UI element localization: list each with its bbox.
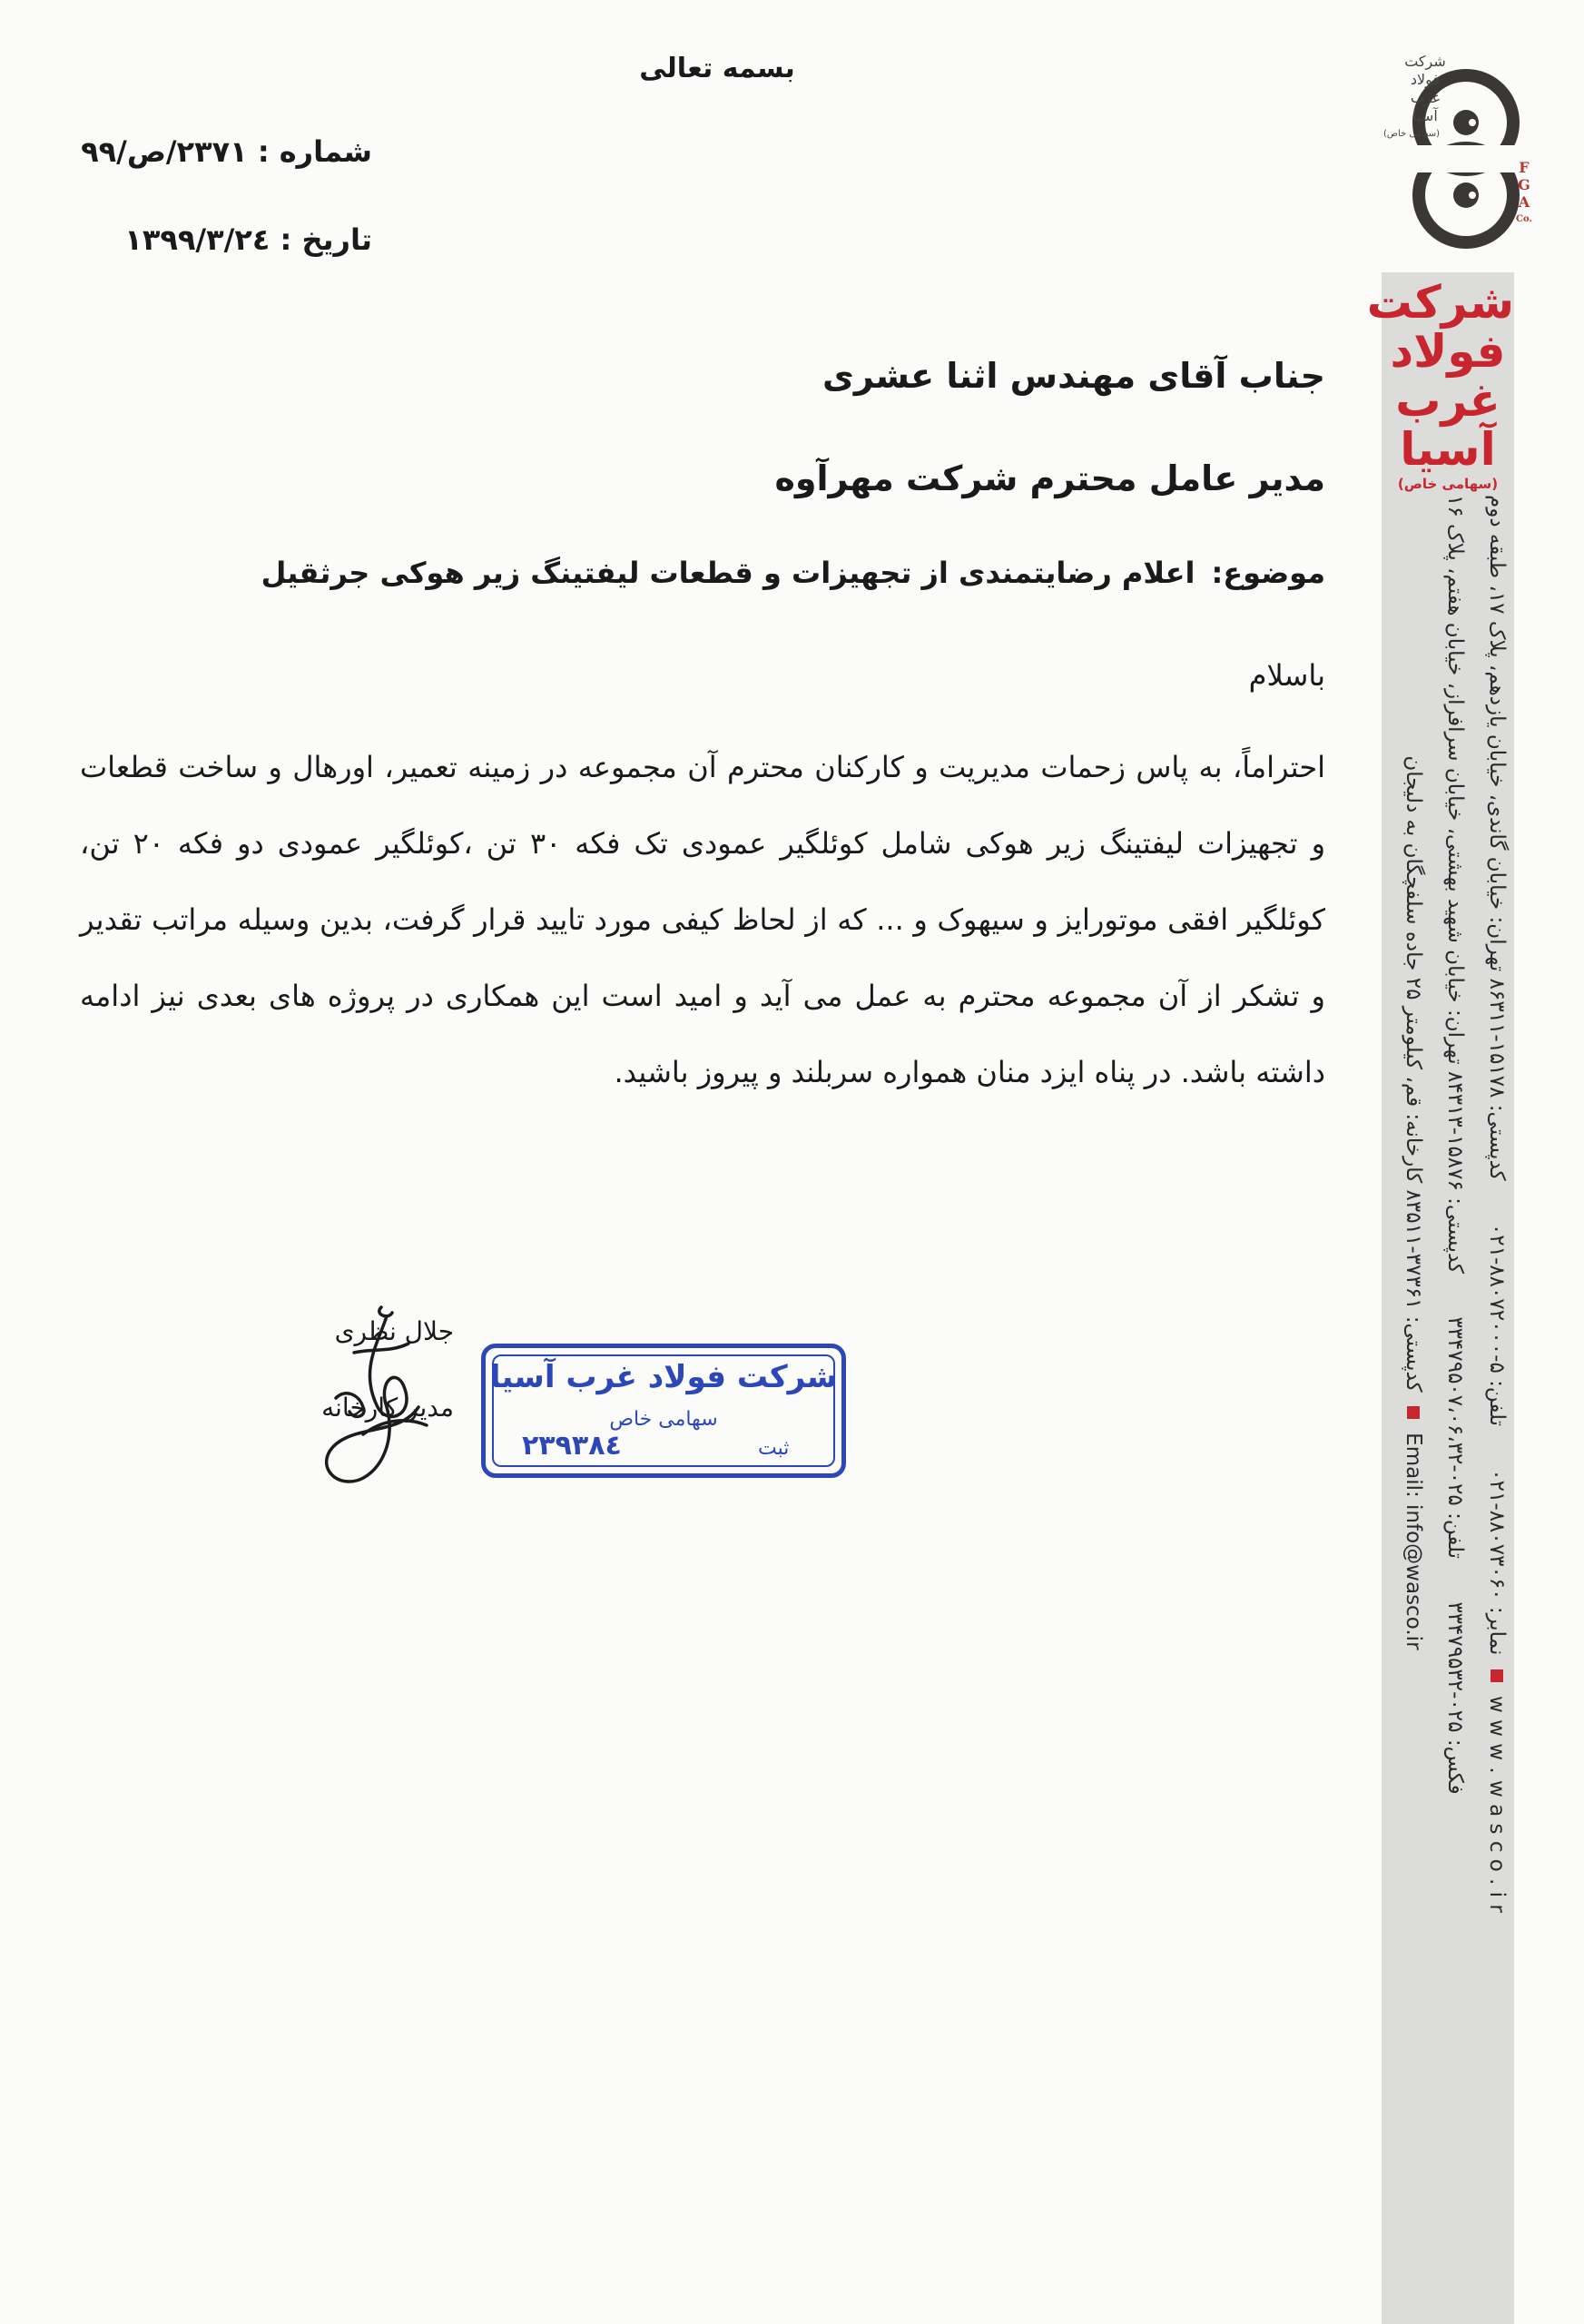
brand-line: غرب [1395, 374, 1500, 427]
subject-text: اعلام رضایتمندی از تجهیزات و قطعات لیفتینگ زیر هوکی جرثقیل [261, 556, 1195, 590]
logo-line: شرکت [1404, 53, 1446, 70]
brand-line: شرکت [1366, 276, 1514, 329]
email-link[interactable]: Email: info@wasco.ir [1402, 1433, 1425, 1650]
subject-label: موضوع: [1211, 556, 1325, 590]
logo-company-name [1380, 53, 1471, 125]
sidebar-brand [1366, 276, 1514, 492]
signature-block [245, 1298, 454, 1493]
bullet-square-icon [1491, 1669, 1503, 1682]
stamp-company-type: سهامی خاص [609, 1408, 718, 1431]
letter-number: شماره : ۲۳۷۱/ص/۹۹ [81, 134, 372, 169]
bismillah-heading: بسمه تعالی [639, 53, 795, 84]
brand-line: آسیا [1400, 423, 1496, 476]
address-2: تهران: خیابان شهید بهشتی، خیابان سرافراز، خیابان هفتم، پلاک ۱۶ [1443, 495, 1467, 1065]
signer-title: مدیر کارخانه [321, 1393, 454, 1423]
sidebar-column-tehran [1472, 495, 1509, 2310]
logo-initial: Co. [1516, 214, 1532, 224]
addressee-title: مدیر عامل محترم شرکت مهرآوه [774, 458, 1325, 498]
addressee-name: جناب آقای مهندس اثنا عشری [822, 356, 1325, 396]
fax-factory: فکس: ۰۲۵-۳۳۴۷۹۵۳۲ [1443, 1601, 1467, 1795]
logo-line: غرب [1410, 89, 1441, 106]
logo-subtitle: (سهامی خاص) [1383, 129, 1441, 139]
sidebar-column-plant [1389, 495, 1425, 2310]
logo-line: فولاد [1410, 71, 1441, 88]
letterhead-sidebar [1366, 272, 1514, 2324]
sidebar-column-factory [1431, 495, 1467, 2310]
stamp-registration-number: ۲۳۹۳۸٤ [522, 1430, 622, 1462]
handwritten-signature [245, 1298, 454, 1493]
subject-line [261, 556, 1325, 590]
postal-code-2: کدپستی: ۱۵۸۷۶-۸۴۳۱۳ [1443, 1071, 1467, 1274]
phone-factory: تلفن: ۰۲۵-۳۳۴۷۹۵۰۷،۰۶،۳۲ [1443, 1316, 1467, 1559]
phone-tehran: تلفن: ۵-۸۸۰۷۲۰۰۰-۰۲۱ [1485, 1223, 1509, 1427]
greeting: باسلام [1248, 658, 1325, 693]
signer-name: جلال نظری [334, 1316, 454, 1346]
brand-line: فولاد [1390, 325, 1506, 378]
logo-initial: G [1518, 176, 1530, 193]
fax-tehran: نمابر: ۸۸۰۷۳۰۶۰-۰۲۱ [1485, 1469, 1509, 1656]
company-stamp [481, 1344, 846, 1478]
logo-initial: F [1519, 159, 1530, 176]
logo-initials [1516, 159, 1532, 228]
address-3: کارخانه: قم، کیلومتر ۲۵ جاده سلفچگان به دلیجان [1402, 755, 1425, 1184]
letter-date: تاریخ : ۱۳۹۹/۳/۲٤ [124, 222, 372, 257]
website-link[interactable]: w w w . w a s c o . i r [1485, 1696, 1509, 1913]
stamp-registration-label: ثبت [758, 1437, 790, 1460]
company-logo [1380, 36, 1543, 254]
letter-body: احتراماً، به پاس زحمات مدیریت و کارکنان محترم آن مجموعه در زمینه تعمیر، اورهال و ساخت قطعات و تجهیزات لیفتینگ زیر هوکی شامل کوئلگیر عمودی تک فکه ۳۰ تن ،کوئلگیر عمودی دو فکه ۲۰ تن، کوئلگیر افقی موتورایز و سیهوک و ... که از لحاظ کیفی مورد تایید قرار گرفت، بدین وسیله مراتب تقدیر و تشکر از آن مجموعه محترم به عمل می آید و امید است این همکاری در پروژه های بعدی نیز ادامه داشته باشد. در پناه ایزد منان همواره سربلند و پیروز باشید. [80, 750, 1326, 1089]
address-1: تهران: خیابان گاندی، خیابان یازدهم، پلاک ۱۷، طبقه دوم [1485, 495, 1509, 972]
logo-line: آسیا [1412, 107, 1438, 124]
postal-code-3: کدپستی: ۳۷۳۶۱-۸۳۵۱۱ [1402, 1189, 1425, 1393]
bullet-square-icon [1407, 1406, 1420, 1419]
postal-code-1: کدپستی: ۱۵۱۷۸-۸۶۳۱۱ [1485, 978, 1509, 1181]
brand-subtitle: (سهامی خاص) [1397, 476, 1499, 492]
logo-initial: A [1518, 193, 1530, 211]
stamp-company-name: شرکت فولاد غرب آسیا [489, 1359, 838, 1395]
